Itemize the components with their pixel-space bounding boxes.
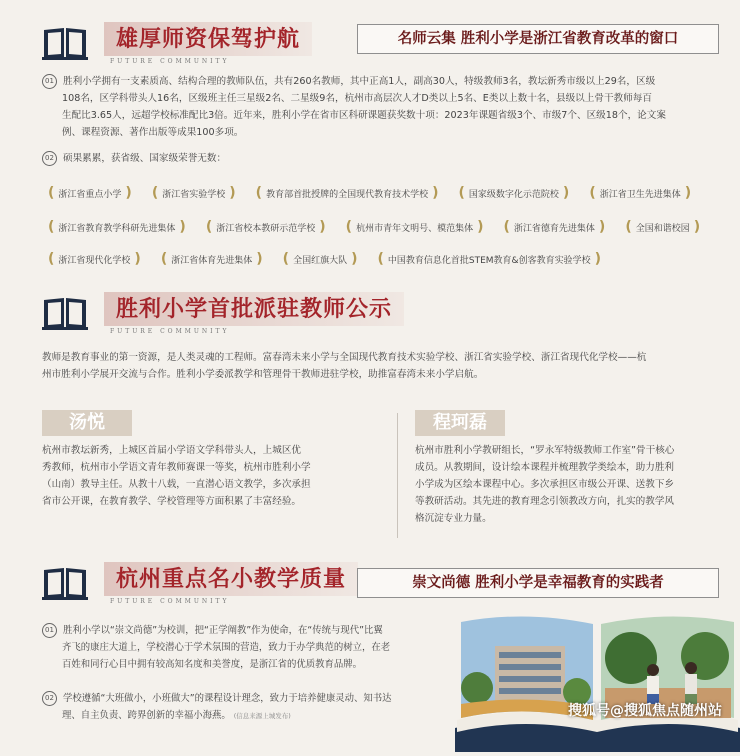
number-badge: 02: [42, 691, 57, 706]
laurel-left-icon: (: [282, 251, 290, 267]
honor-item: [619, 216, 706, 238]
open-book-icon: [42, 564, 88, 600]
laurel-right-icon: ): [562, 185, 570, 201]
teachers-intro: [42, 349, 732, 383]
honor-item: [146, 182, 242, 204]
laurel-left-icon: (: [48, 185, 55, 201]
laurel-right-icon: ): [351, 251, 358, 267]
laurel-right-icon: ): [684, 185, 692, 201]
section-title: 胜利小学首批派驻教师公示: [104, 292, 404, 326]
honors-intro-text: 硕果累累，获省级、国家级荣誉无数：: [63, 153, 227, 164]
bio-line: 杭州市教坛新秀，上城区首届小学语文学科带头人，上城区优: [42, 445, 302, 456]
open-book-icon: [42, 294, 88, 330]
honor-label: 教育部首批授牌的全国现代教育技术学校: [266, 189, 429, 200]
laurel-right-icon: ): [256, 251, 263, 267]
teachers-intro-line-1: 教师是教育事业的第一资源，是人类灵魂的工程师。富春湾未来小学与全国现代教育技术实验学校、浙江省实验学校、浙江省现代化学校——杭: [42, 352, 647, 363]
bio-line: 省市公开课，在教育教学、学校管理等方面积累了丰富经验。: [42, 496, 302, 507]
honors-row-2: [42, 216, 706, 238]
quality-line: 百姓和同行心目中拥有较高知名度和美誉度，是浙江省的优质教育品牌。: [62, 659, 363, 670]
laurel-left-icon: (: [255, 185, 263, 201]
teacher-name-chengkelei: 程珂磊: [415, 410, 505, 436]
column-divider: [397, 413, 398, 538]
honor-label: 全国和谐校园: [635, 223, 690, 234]
honor-item: [277, 248, 364, 270]
honor-label: 浙江省现代化学校: [58, 255, 131, 266]
honor-item: [340, 216, 490, 238]
laurel-right-icon: ): [693, 219, 701, 235]
teacher-name-tangyue: 汤悦: [42, 410, 132, 436]
laurel-left-icon: (: [345, 219, 353, 235]
number-badge: 02: [42, 151, 57, 166]
slogan-box: 崇文尚德 胜利小学是幸福教育的实践者: [357, 568, 719, 598]
honors-intro: [42, 150, 732, 167]
laurel-right-icon: ): [134, 251, 141, 267]
teacher-bio-chengkelei: [415, 442, 725, 527]
campus-photo-image: [455, 608, 740, 752]
laurel-left-icon: (: [377, 251, 384, 267]
campus-photo-book: [455, 608, 740, 728]
faculty-line-2: 108名，区学科带头人16名，区级班主任三星级2名、二星级9名，杭州市高层次人才D类以上5名、E类以上数十名，县级以上骨干教师每百: [62, 93, 652, 104]
laurel-left-icon: (: [205, 219, 213, 235]
faculty-line-4: 例、课程资源、著作出版等成果100多项。: [62, 127, 244, 138]
laurel-right-icon: ): [432, 185, 439, 201]
laurel-right-icon: ): [598, 219, 606, 235]
faculty-line-3: 生配比3.65人，远超学校标准配比3倍。近年来，胜利小学在省市区科研课题获奖数十项：2023年课题省级3个、市级7个、区级18个，论文案: [62, 110, 666, 121]
quality-paragraph-1: [42, 622, 442, 673]
bio-line: 秀教师，杭州市小学语文青年教师赛课一等奖，杭州市胜利小学: [42, 462, 311, 473]
laurel-left-icon: (: [589, 185, 596, 201]
slogan-box: 名师云集 胜利小学是浙江省教育改革的窗口: [357, 24, 719, 54]
section-title: 雄厚师资保驾护航: [104, 22, 312, 56]
quality-line: 齐飞的康庄大道上，学校潜心于学术氛围的营造，致力于办学典范的树立，在老: [62, 642, 391, 653]
honor-item: [42, 216, 192, 238]
laurel-right-icon: ): [179, 219, 186, 235]
section-subtitle: FUTURE COMMUNITY: [110, 328, 230, 335]
quality-line: 胜利小学以“崇文尚德”为校训，把“正学阐教”作为使命，在“传统与现代”比翼: [63, 625, 383, 636]
teachers-intro-line-2: 州市胜利小学展开交流与合作。胜利小学委派教学和管理骨干教师进驻学校，助推富春湾未来小学启航。: [42, 369, 484, 380]
watermark-text: 搜狐号@搜狐焦点随州站: [568, 703, 722, 719]
laurel-right-icon: ): [229, 185, 236, 201]
number-badge: 01: [42, 623, 57, 638]
honor-item: [200, 216, 332, 238]
honor-label: 中国教育信息化首批STEM教育&创客教育实验学校: [387, 255, 591, 266]
laurel-right-icon: ): [594, 251, 601, 267]
honors-row-1: [42, 182, 697, 204]
teacher-bio-tangyue: [42, 442, 372, 510]
quality-line: 学校遵循“大班做小，小班做大”的课程设计理念，致力于培养健康灵动、知书达: [63, 693, 392, 704]
bio-line: （山南）教导主任。从教十八载，一直潜心语文教学，多次承担: [42, 479, 311, 490]
laurel-right-icon: ): [477, 219, 484, 235]
section-subtitle: FUTURE COMMUNITY: [110, 598, 230, 605]
section-title: 杭州重点名小教学质量: [104, 562, 358, 596]
bio-line: 杭州市胜利小学教研组长，“罗永军特级教师工作室”骨干核心: [415, 445, 675, 456]
honor-label: 浙江省实验学校: [162, 189, 226, 200]
honor-item: [42, 248, 147, 270]
laurel-left-icon: (: [503, 219, 510, 235]
laurel-left-icon: (: [48, 219, 55, 235]
honor-item: [452, 182, 575, 204]
laurel-right-icon: ): [125, 185, 132, 201]
laurel-left-icon: (: [160, 251, 168, 267]
laurel-left-icon: (: [625, 219, 632, 235]
section-subtitle: FUTURE COMMUNITY: [110, 58, 230, 65]
honor-label: 国家级数字化示范院校: [468, 189, 559, 200]
bio-line: 格沉淀专业力量。: [415, 513, 492, 524]
number-badge: 01: [42, 74, 57, 89]
honor-label: 杭州市青年文明号、模范集体: [356, 223, 474, 234]
quality-paragraph-2: [42, 690, 442, 725]
honor-item: [371, 248, 607, 270]
honor-label: 浙江省教育教学科研先进集体: [58, 223, 176, 234]
honor-label: 浙江省校本教研示范学校: [216, 223, 316, 234]
open-book-icon: [42, 24, 88, 60]
honor-label: 全国红旗大队: [293, 255, 348, 266]
laurel-left-icon: (: [458, 185, 465, 201]
honor-label: 浙江省体育先进集体: [171, 255, 253, 266]
honor-item: [583, 182, 697, 204]
bio-line: 成员。从教期间，设计绘本课程并梳理教学类绘本，助力胜利: [415, 462, 675, 473]
honor-item: [42, 182, 138, 204]
bio-line: 等教研活动。其先进的教育理念引领教改方向，扎实的教学风: [415, 496, 675, 507]
honor-label: 浙江省德育先进集体: [513, 223, 595, 234]
source-note: (信息来源上城发布): [233, 712, 291, 720]
quality-line: 理、自主负责、跨界创新的幸福小海燕。: [62, 710, 231, 721]
faculty-paragraph: [42, 73, 732, 141]
honor-item: [250, 182, 445, 204]
faculty-line-1: 胜利小学拥有一支素质高、结构合理的教师队伍，共有260名教师，其中正高1人，副高30人，特级教师3名，教坛新秀市级以上29名，区级: [63, 76, 656, 87]
laurel-left-icon: (: [48, 251, 55, 267]
laurel-right-icon: ): [319, 219, 326, 235]
honor-label: 浙江省重点小学: [58, 189, 122, 200]
bio-line: 小学成为区绘本课程中心。多次承担区市级公开课、送教下乡: [415, 479, 675, 490]
honors-row-3: [42, 248, 607, 270]
laurel-left-icon: (: [151, 185, 159, 201]
honor-item: [497, 216, 611, 238]
honor-item: [155, 248, 269, 270]
honor-label: 浙江省卫生先进集体: [599, 189, 681, 200]
